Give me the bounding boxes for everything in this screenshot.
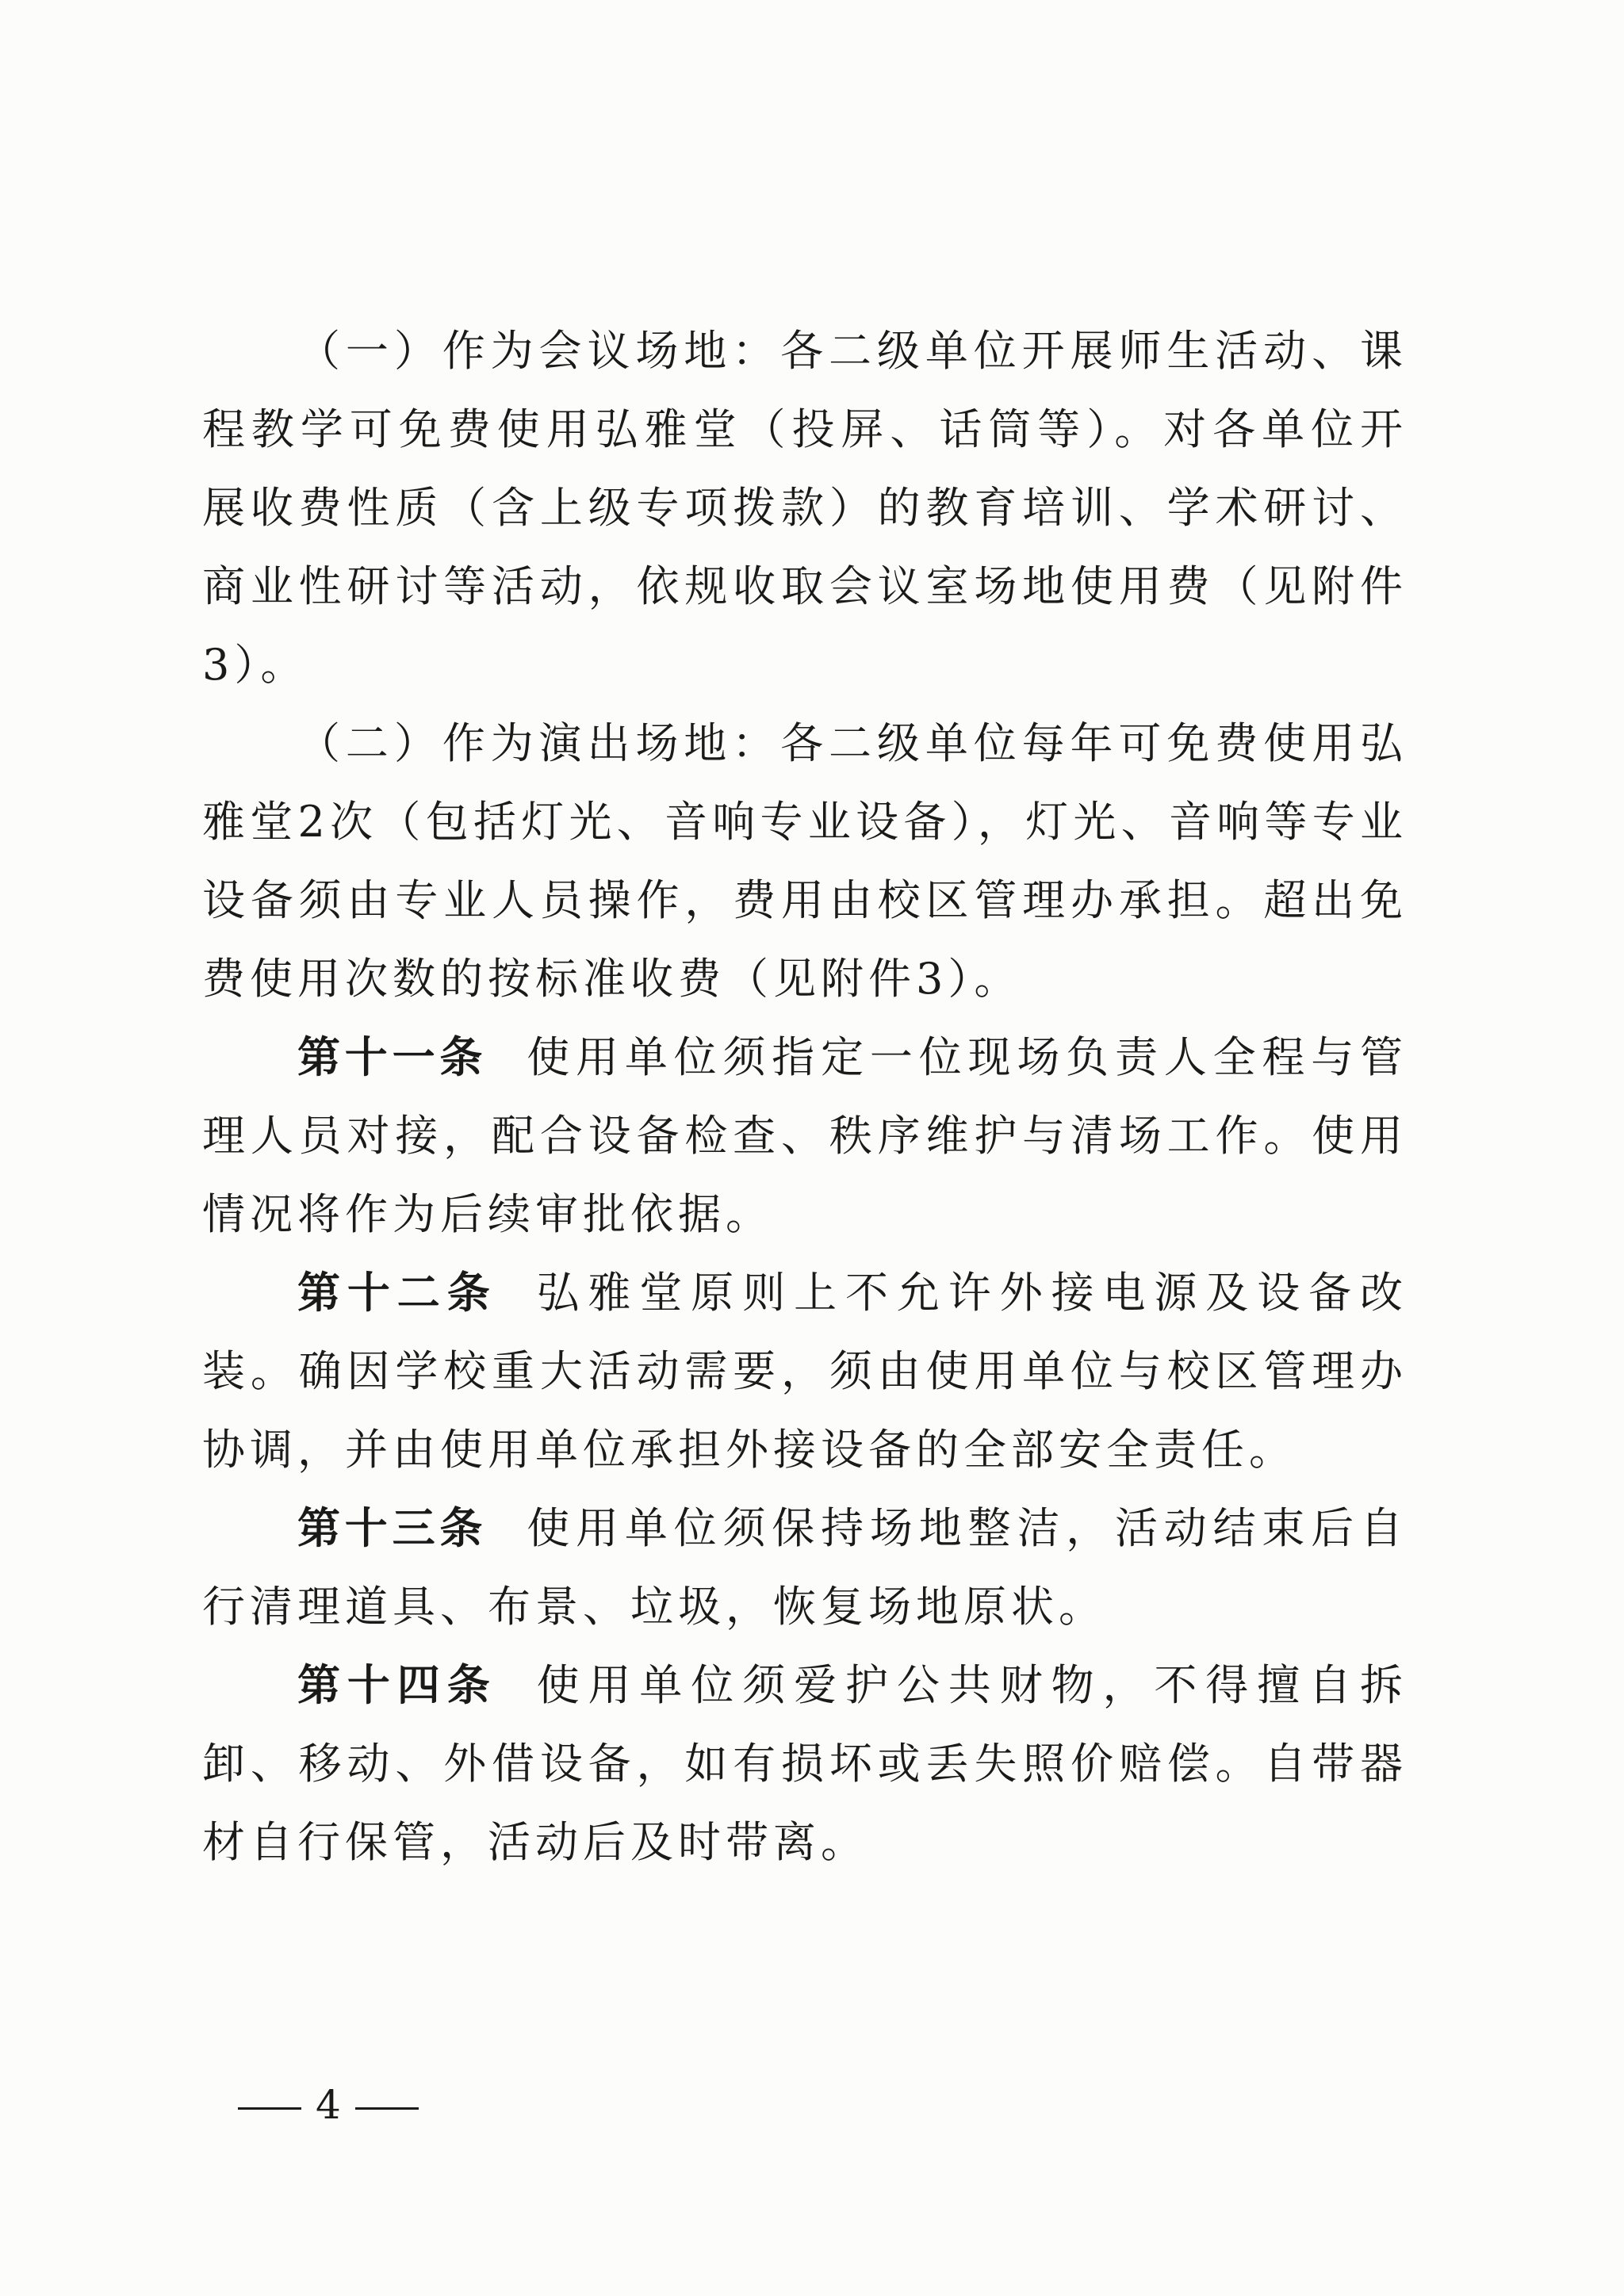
paragraph-2 xyxy=(202,704,1408,1018)
paragraph-text: 使用单位须指定一位现场负责人全程与管理人员对接，配合设备检查、秩序维护与清场工作。使用情况将作为后续审批依据。 xyxy=(202,1032,1408,1239)
paragraph-text: 弘雅堂原则上不允许外接电源及设备改装。确因学校重大活动需要，须由使用单位与校区管理办协调，并由使用单位承担外接设备的全部安全责任。 xyxy=(202,1268,1408,1475)
paragraph-1 xyxy=(202,312,1408,704)
article-13 xyxy=(202,1489,1408,1646)
paragraph-text: （二）作为演出场地：各二级单位每年可免费使用弘雅堂2次（包括灯光、音响专业设备），灯光、音响等专业设备须由专业人员操作，费用由校区管理办承担。超出免费使用次数的按标准收费（见附件3）。 xyxy=(202,718,1408,1004)
page-number: 4 xyxy=(316,2082,341,2128)
paragraph-text: 使用单位须爱护公共财物，不得擅自拆卸、移动、外借设备，如有损坏或丢失照价赔偿。自带器材自行保管，活动后及时带离。 xyxy=(202,1660,1408,1867)
page-footer xyxy=(238,2081,419,2129)
dash-right xyxy=(355,2107,419,2110)
article-label: 第十二条 xyxy=(297,1268,497,1318)
paragraph-text: （一）作为会议场地：各二级单位开展师生活动、课程教学可免费使用弘雅堂（投屏、话筒等）。对各单位开展收费性质（含上级专项拨款）的教育培训、学术研讨、商业性研讨等活动，依规收取会议室场地使用费（见附件3）。 xyxy=(202,326,1408,690)
article-14 xyxy=(202,1646,1408,1881)
article-12 xyxy=(202,1253,1408,1489)
article-label: 第十三条 xyxy=(297,1503,488,1553)
paragraph-text: 使用单位须保持场地整洁，活动结束后自行清理道具、布景、垃圾，恢复场地原状。 xyxy=(202,1503,1408,1632)
dash-left xyxy=(238,2107,301,2110)
article-label: 第十一条 xyxy=(297,1032,488,1082)
document-body xyxy=(202,312,1408,1881)
article-label: 第十四条 xyxy=(297,1660,497,1710)
article-11 xyxy=(202,1018,1408,1253)
